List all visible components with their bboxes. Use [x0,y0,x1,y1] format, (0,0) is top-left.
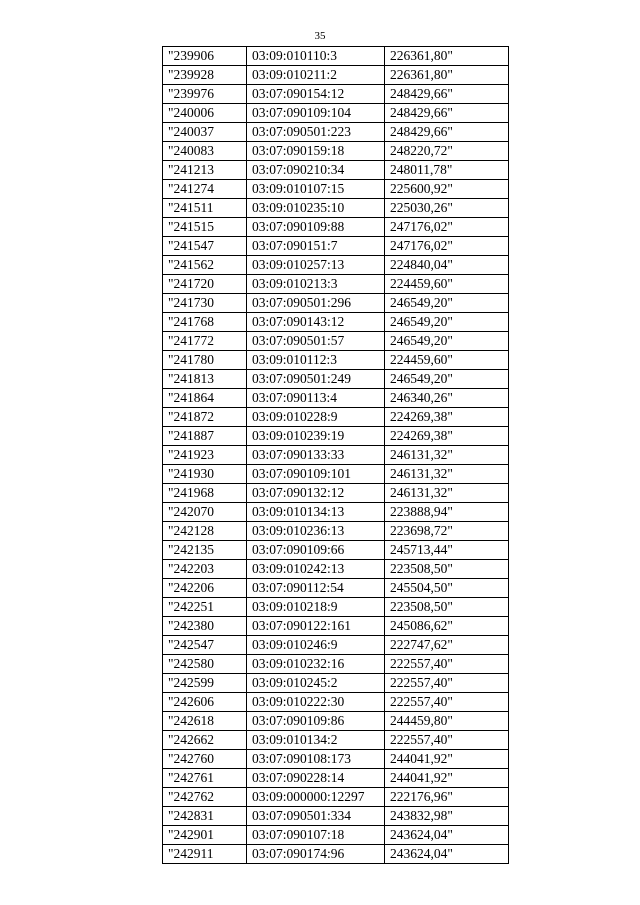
record-number-cell: "239976 [163,85,247,104]
record-number-cell: "242760 [163,750,247,769]
record-number-cell: "242831 [163,807,247,826]
record-number-cell: "241511 [163,199,247,218]
record-number-cell: "241780 [163,351,247,370]
record-number-cell: "242251 [163,598,247,617]
record-number-cell: "241887 [163,427,247,446]
table-row [163,427,509,446]
table-row [163,541,509,560]
amount-cell: 248429,66" [385,104,509,123]
record-number-cell: "239928 [163,66,247,85]
table-row [163,237,509,256]
record-number-cell: "241274 [163,180,247,199]
cadastral-number-cell: 03:07:090109:66 [247,541,385,560]
record-number-cell: "242135 [163,541,247,560]
cadastral-number-cell: 03:07:090132:12 [247,484,385,503]
amount-cell: 244041,92" [385,750,509,769]
amount-cell: 222557,40" [385,731,509,750]
table-row [163,598,509,617]
record-number-cell: "241213 [163,161,247,180]
amount-cell: 246131,32" [385,465,509,484]
cadastral-number-cell: 03:09:010239:19 [247,427,385,446]
record-number-cell: "242761 [163,769,247,788]
page-number: 35 [314,30,326,42]
cadastral-number-cell: 03:07:090174:96 [247,845,385,864]
cadastral-number-cell: 03:07:090109:88 [247,218,385,237]
amount-cell: 246549,20" [385,294,509,313]
record-number-cell: "241772 [163,332,247,351]
amount-cell: 243624,04" [385,845,509,864]
record-number-cell: "242911 [163,845,247,864]
cadastral-number-cell: 03:07:090501:223 [247,123,385,142]
cadastral-number-cell: 03:07:090133:33 [247,446,385,465]
record-number-cell: "242580 [163,655,247,674]
table-row [163,332,509,351]
record-number-cell: "241864 [163,389,247,408]
record-number-cell: "242901 [163,826,247,845]
cadastral-number-cell: 03:07:090501:296 [247,294,385,313]
record-number-cell: "242128 [163,522,247,541]
table-row [163,218,509,237]
amount-cell: 224269,38" [385,427,509,446]
record-number-cell: "241768 [163,313,247,332]
record-number-cell: "241515 [163,218,247,237]
cadastral-number-cell: 03:09:010257:13 [247,256,385,275]
record-number-cell: "240006 [163,104,247,123]
table-row [163,47,509,66]
amount-cell: 248220,72" [385,142,509,161]
table-row [163,142,509,161]
table-row [163,503,509,522]
cadastral-number-cell: 03:07:090154:12 [247,85,385,104]
table-row [163,389,509,408]
cadastral-number-cell: 03:09:010110:3 [247,47,385,66]
cadastral-number-cell: 03:07:090108:173 [247,750,385,769]
cadastral-number-cell: 03:07:090501:57 [247,332,385,351]
cadastral-number-cell: 03:09:010232:16 [247,655,385,674]
amount-cell: 247176,02" [385,218,509,237]
amount-cell: 225600,92" [385,180,509,199]
record-number-cell: "242203 [163,560,247,579]
table-row [163,826,509,845]
table-row [163,104,509,123]
amount-cell: 246549,20" [385,370,509,389]
table-row [163,66,509,85]
table-row [163,370,509,389]
amount-cell: 246549,20" [385,332,509,351]
table-row [163,161,509,180]
record-number-cell: "239906 [163,47,247,66]
table-row [163,522,509,541]
table-row [163,275,509,294]
amount-cell: 222557,40" [385,693,509,712]
record-number-cell: "242662 [163,731,247,750]
table-row [163,446,509,465]
amount-cell: 248429,66" [385,123,509,142]
record-number-cell: "241923 [163,446,247,465]
cadastral-number-cell: 03:07:090109:86 [247,712,385,731]
cadastral-number-cell: 03:07:090501:334 [247,807,385,826]
table-row [163,693,509,712]
amount-cell: 243624,04" [385,826,509,845]
cadastral-number-cell: 03:07:090143:12 [247,313,385,332]
cadastral-number-cell: 03:09:010107:15 [247,180,385,199]
record-number-cell: "241730 [163,294,247,313]
table-row [163,560,509,579]
record-number-cell: "240083 [163,142,247,161]
cadastral-number-cell: 03:09:010218:9 [247,598,385,617]
cadastral-number-cell: 03:09:010235:10 [247,199,385,218]
cadastral-number-cell: 03:07:090122:161 [247,617,385,636]
amount-cell: 222557,40" [385,674,509,693]
amount-cell: 223508,50" [385,560,509,579]
record-number-cell: "241930 [163,465,247,484]
table-row [163,199,509,218]
amount-cell: 224269,38" [385,408,509,427]
record-number-cell: "242547 [163,636,247,655]
amount-cell: 246549,20" [385,313,509,332]
cadastral-number-cell: 03:09:010134:2 [247,731,385,750]
amount-cell: 247176,02" [385,237,509,256]
amount-cell: 224459,60" [385,275,509,294]
cadastral-number-cell: 03:09:010242:13 [247,560,385,579]
amount-cell: 223508,50" [385,598,509,617]
amount-cell: 245713,44" [385,541,509,560]
cadastral-number-cell: 03:07:090151:7 [247,237,385,256]
cadastral-number-cell: 03:07:090210:34 [247,161,385,180]
amount-cell: 245504,50" [385,579,509,598]
table-row [163,579,509,598]
record-number-cell: "242618 [163,712,247,731]
cadastral-number-cell: 03:09:010246:9 [247,636,385,655]
amount-cell: 226361,80" [385,47,509,66]
cadastral-number-cell: 03:09:010222:30 [247,693,385,712]
record-number-cell: "242606 [163,693,247,712]
cadastral-number-cell: 03:09:010228:9 [247,408,385,427]
cadastral-number-cell: 03:09:010211:2 [247,66,385,85]
amount-cell: 246131,32" [385,484,509,503]
table-row [163,256,509,275]
amount-cell: 248011,78" [385,161,509,180]
table-row [163,408,509,427]
record-number-cell: "241562 [163,256,247,275]
record-number-cell: "241720 [163,275,247,294]
amount-cell: 248429,66" [385,85,509,104]
amount-cell: 224840,04" [385,256,509,275]
amount-cell: 245086,62" [385,617,509,636]
amount-cell: 246340,26" [385,389,509,408]
table-row [163,294,509,313]
amount-cell: 222176,96" [385,788,509,807]
record-number-cell: "241968 [163,484,247,503]
cadastral-number-cell: 03:07:090228:14 [247,769,385,788]
table-row [163,465,509,484]
cadastral-number-cell: 03:07:090159:18 [247,142,385,161]
table-row [163,712,509,731]
cadastral-number-cell: 03:09:000000:12297 [247,788,385,807]
cadastral-number-cell: 03:09:010112:3 [247,351,385,370]
table-row [163,351,509,370]
table-row [163,845,509,864]
cadastral-number-cell: 03:09:010245:2 [247,674,385,693]
data-table [162,46,509,864]
table-body [163,47,509,864]
record-number-cell: "242070 [163,503,247,522]
record-number-cell: "242380 [163,617,247,636]
cadastral-number-cell: 03:09:010134:13 [247,503,385,522]
table-row [163,731,509,750]
table-row [163,769,509,788]
amount-cell: 223888,94" [385,503,509,522]
table-row [163,123,509,142]
cadastral-number-cell: 03:07:090107:18 [247,826,385,845]
table-row [163,788,509,807]
record-number-cell: "242206 [163,579,247,598]
table-row [163,617,509,636]
record-number-cell: "241547 [163,237,247,256]
amount-cell: 243832,98" [385,807,509,826]
table-row [163,674,509,693]
amount-cell: 225030,26" [385,199,509,218]
table-row [163,807,509,826]
amount-cell: 246131,32" [385,446,509,465]
cadastral-number-cell: 03:07:090113:4 [247,389,385,408]
table-row [163,180,509,199]
record-number-cell: "241872 [163,408,247,427]
cadastral-number-cell: 03:07:090501:249 [247,370,385,389]
amount-cell: 222747,62" [385,636,509,655]
record-number-cell: "241813 [163,370,247,389]
amount-cell: 222557,40" [385,655,509,674]
cadastral-number-cell: 03:07:090109:101 [247,465,385,484]
table-row [163,636,509,655]
table-row [163,313,509,332]
amount-cell: 226361,80" [385,66,509,85]
table-row [163,750,509,769]
cadastral-number-cell: 03:07:090112:54 [247,579,385,598]
amount-cell: 223698,72" [385,522,509,541]
table-row [163,484,509,503]
amount-cell: 224459,60" [385,351,509,370]
amount-cell: 244041,92" [385,769,509,788]
cadastral-number-cell: 03:07:090109:104 [247,104,385,123]
record-number-cell: "240037 [163,123,247,142]
record-number-cell: "242762 [163,788,247,807]
cadastral-number-cell: 03:09:010236:13 [247,522,385,541]
cadastral-number-cell: 03:09:010213:3 [247,275,385,294]
record-number-cell: "242599 [163,674,247,693]
table-row [163,85,509,104]
amount-cell: 244459,80" [385,712,509,731]
table-row [163,655,509,674]
